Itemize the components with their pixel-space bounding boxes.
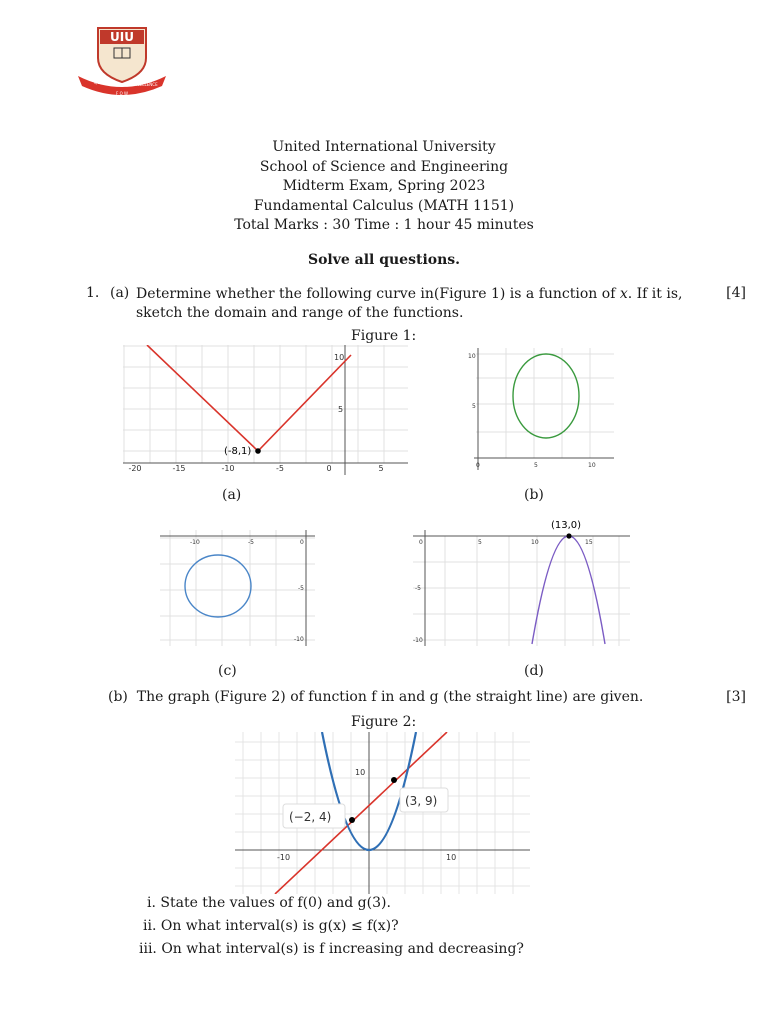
university-logo: [76, 24, 168, 98]
exam-header: [0, 138, 768, 236]
exam-name: Midterm Exam, Spring 2023: [282, 178, 486, 195]
intersection-point: [391, 777, 397, 783]
ytick-label: 10: [355, 768, 366, 777]
figure2-label: Figure 2:: [351, 714, 417, 730]
logo-ribbon-left: QUALITY: [94, 80, 112, 85]
figure1-label: Figure 1:: [351, 328, 417, 344]
xtick-label: 10: [588, 462, 596, 469]
xtick-label: -10: [190, 539, 200, 546]
part-a-marks: [4]: [726, 285, 746, 301]
xtick-label: 10: [446, 853, 457, 862]
xtick-label: -20: [128, 464, 142, 473]
sub-question-iii: iii. On what interval(s) is f increasing and decreasing?: [139, 941, 524, 957]
instruction: Solve all questions.: [307, 252, 461, 268]
ytick-label: -5: [298, 585, 304, 592]
xtick-label: 10: [531, 539, 539, 546]
xtick-label: 5: [534, 462, 538, 469]
ytick-label: -10: [294, 636, 304, 643]
xtick-label: 0: [476, 462, 480, 469]
parabola-curve: [532, 536, 605, 644]
point-label: (−2, 4): [289, 810, 332, 824]
part-a-text: Determine whether the following curve in(Figure 1) is a function of x. If it is, sketch the domain and range of the functions.: [136, 286, 683, 321]
marks-time: Total Marks : 30 Time : 1 hour 45 minutes: [234, 217, 534, 234]
vertex-label: (-8,1): [224, 446, 252, 457]
xtick-label: 0: [419, 539, 423, 546]
sub-question-i: i. State the values of f(0) and g(3).: [147, 895, 391, 911]
vertex-point: [566, 533, 571, 538]
grid: [160, 530, 315, 646]
grid: [413, 536, 630, 646]
ytick-label: 5: [338, 405, 344, 414]
vertex-point: [255, 448, 261, 454]
sub-c-label: (c): [218, 663, 237, 679]
logo-ribbon-right: EXCELLENCE: [132, 82, 158, 87]
v-curve: [147, 345, 351, 451]
sub-question-ii: ii. On what interval(s) is g(x) ≤ f(x)?: [143, 918, 399, 934]
xtick-label: -15: [172, 464, 186, 473]
xtick-label: -10: [277, 853, 291, 862]
xtick-label: -10: [221, 464, 235, 473]
xtick-label: 15: [585, 539, 593, 546]
green-ellipse: [513, 354, 579, 438]
intersection-point: [349, 817, 355, 823]
university-name: United International University: [272, 139, 496, 155]
ytick-label: 10: [468, 353, 476, 360]
part-b-marks: [3]: [726, 689, 746, 705]
ytick-label: -5: [415, 585, 421, 592]
question-number: 1.: [86, 285, 100, 301]
xtick-label: -5: [276, 464, 284, 473]
grid: [476, 348, 614, 458]
figure1-b-graph: [466, 348, 614, 472]
sub-a-label: (a): [222, 487, 242, 503]
figure1-d-graph: [405, 516, 630, 646]
logo-ribbon-bottom: F O W: [116, 91, 128, 96]
xtick-label: 0: [300, 539, 304, 546]
vertex-label: (13,0): [551, 520, 582, 531]
figure1-c-graph: [160, 530, 315, 646]
xtick-label: 0: [326, 464, 332, 473]
school-name: School of Science and Engineering: [259, 158, 509, 175]
logo-text: UIU: [110, 30, 134, 44]
ytick-label: 10: [334, 353, 345, 362]
figure1-a-graph: [123, 345, 408, 475]
sub-b-label: (b): [524, 487, 544, 503]
xtick-label: 5: [378, 464, 384, 473]
ytick-label: 5: [472, 403, 476, 410]
figure2-graph: [235, 732, 530, 894]
xtick-label: -5: [248, 539, 254, 546]
grid: [235, 732, 530, 894]
point-label: (3, 9): [405, 794, 438, 808]
part-b-text: (b) The graph (Figure 2) of function f in and g (the straight line) are given.: [108, 689, 644, 705]
sub-d-label: (d): [524, 663, 544, 679]
ytick-label: -10: [413, 637, 423, 644]
xtick-label: 5: [478, 539, 482, 546]
course-name: Fundamental Calculus (MATH 1151): [253, 197, 515, 214]
part-a-label: (a): [110, 285, 130, 301]
